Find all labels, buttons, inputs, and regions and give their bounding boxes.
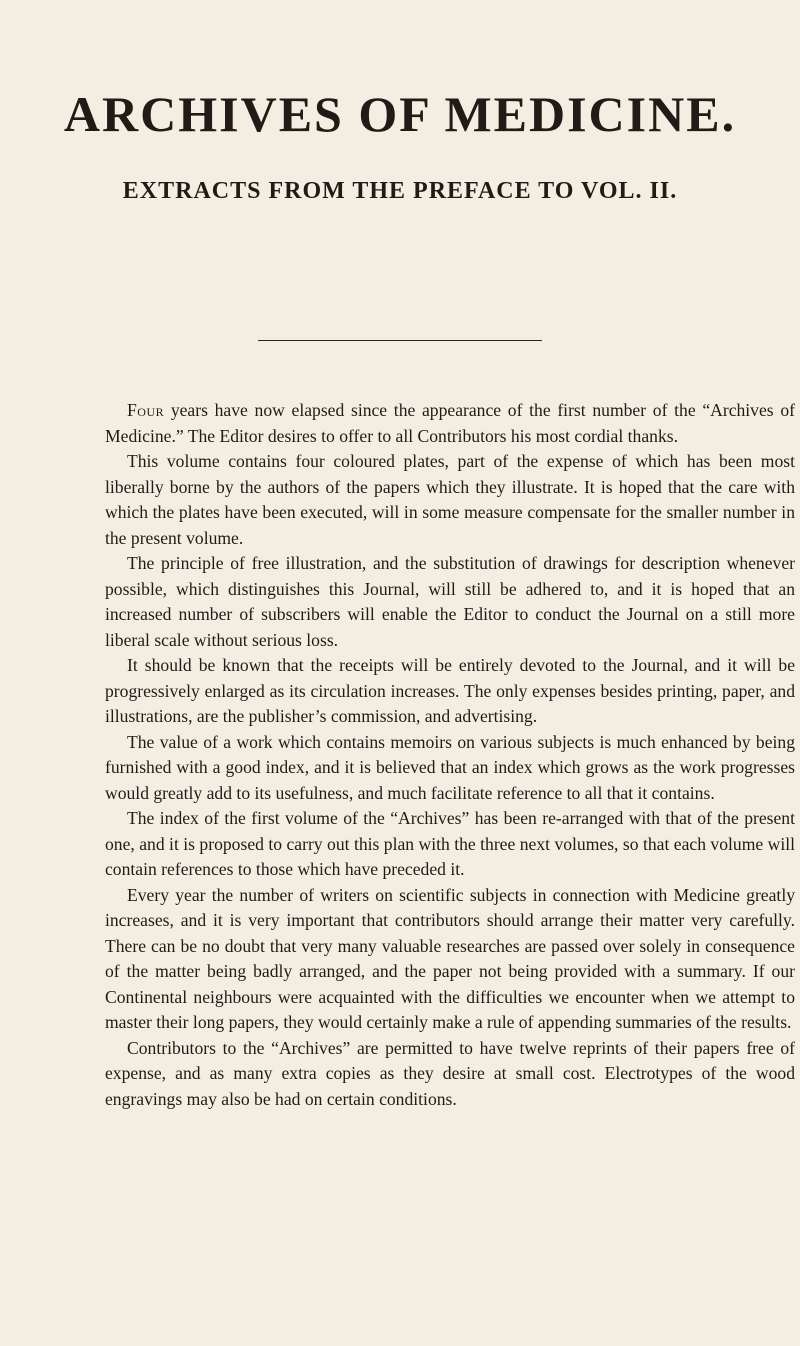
paragraph-1 <box>105 398 795 449</box>
paragraph-3: The principle of free illustration, and the substitution of drawings for description whenever possible, which distinguishes this Journal, will still be adhered to, and it is hoped that an increased number of subscribers will enable the Editor to conduct the Journal on a still more liberal scale without serious loss. <box>105 553 795 650</box>
divider-rule <box>258 340 542 341</box>
paragraph-1-text: years have now elapsed since the appearance of the first number of the “Archives of Medicine.” The Editor desires to offer to all Contributors his most cordial thanks. <box>105 400 795 446</box>
paragraph-5: The value of a work which contains memoirs on various subjects is much enhanced by being furnished with a good index, and it is believed that an index which grows as the work progresses would greatly add to its usefulness, and much facilitate reference to all that it contains. <box>105 731 795 803</box>
page-subtitle: EXTRACTS FROM THE PREFACE TO VOL. II. <box>122 178 678 204</box>
paragraph-7: Every year the number of writers on scientific subjects in connection with Medicine greatly increases, and it is very important that contributors should arrange their matter very carefully. There can be no doubt that very many valuable researches are passed over solely in consequence of the matter being badly arranged, and the paper not being provided with a summary. If our Continental neighbours were acquainted with the difficulties we encounter when we attempt to master their long papers, they would certainly make a rule of appending summaries of the results. <box>105 884 795 1032</box>
drop-word: Four <box>127 400 165 420</box>
paragraph-4: It should be known that the receipts will be entirely devoted to the Journal, and it will be progressively enlarged as its circulation increases. The only expenses besides printing, paper, and illustrations, are the publisher’s commission, and advertising. <box>105 655 795 726</box>
paragraph-2: This volume contains four coloured plates, part of the expense of which has been most liberally borne by the authors of the papers which they illustrate. It is hoped that the care with which the plates have been executed, will in some measure compensate for the smaller number in the present volume. <box>105 451 795 548</box>
preface-text <box>105 398 795 1112</box>
page-title: ARCHIVES OF MEDICINE. <box>63 86 737 142</box>
paragraph-6: The index of the first volume of the “Archives” has been re-arranged with that of the present one, and it is proposed to carry out this plan with the three next volumes, so that each volume will contain references to those which have preceded it. <box>105 808 795 879</box>
paragraph-8: Contributors to the “Archives” are permitted to have twelve reprints of their papers free of expense, and as many extra copies as they desire at small cost. Electrotypes of the wood engravings may also be had on certain conditions. <box>105 1037 795 1109</box>
